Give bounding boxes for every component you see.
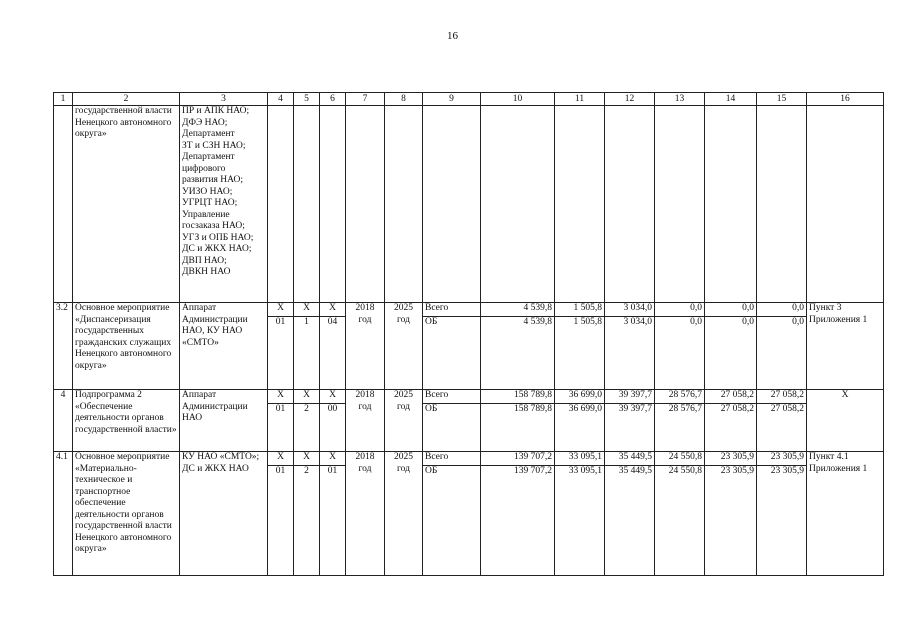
measure-name: государственной власти Ненецкого автономного округа» [73, 106, 180, 303]
value-total: 158 789,8 [481, 390, 555, 404]
table-row [54, 303, 884, 317]
value-2021: 27 058,2 [705, 404, 757, 452]
cell-c4: Х [268, 303, 294, 317]
header-cell: 10 [481, 93, 555, 106]
header-cell: 15 [757, 93, 807, 106]
table-row [54, 106, 884, 303]
header-cell: 13 [655, 93, 705, 106]
value-2020: 0,0 [655, 303, 705, 317]
reference: Пункт 4.1 Приложения 1 [807, 452, 884, 576]
program-table [53, 92, 884, 576]
executor-line: УИЗО НАО; [182, 186, 233, 197]
executor-line: УГЗ и ОПБ НАО; [182, 232, 254, 243]
value-2021: 23 305,9 [705, 466, 757, 576]
end-year: 2025 год [385, 390, 423, 452]
cell-c6: 01 [320, 466, 346, 576]
header-cell: 14 [705, 93, 757, 106]
value-2018: 1 505,8 [555, 303, 605, 317]
cell-c5: Х [294, 452, 320, 466]
value-2022: 27 058,2 [757, 390, 807, 404]
cell-c5: 2 [294, 466, 320, 576]
header-row [54, 93, 884, 106]
value-2020: 24 550,8 [655, 452, 705, 466]
cell-c5: 1 [294, 317, 320, 390]
value-2019: 35 449,5 [605, 466, 655, 576]
header-cell: 7 [346, 93, 385, 106]
value-total: 139 707,2 [481, 452, 555, 466]
executor-line: ДВП НАО; [182, 255, 227, 266]
value-2021: 0,0 [705, 303, 757, 317]
value-2022: 0,0 [757, 303, 807, 317]
header-cell: 5 [294, 93, 320, 106]
header-cell: 2 [73, 93, 180, 106]
value-2021: 23 305,9 [705, 452, 757, 466]
executors: КУ НАО «СМТО»; ДС и ЖКХ НАО [180, 452, 268, 576]
row-number: 4 [54, 390, 73, 452]
value-2018: 33 095,1 [555, 452, 605, 466]
executor-line: ДВКН НАО [182, 267, 231, 277]
value-2020: 28 576,7 [655, 390, 705, 404]
cell-c4: Х [268, 390, 294, 404]
value-2018: 36 699,0 [555, 404, 605, 452]
cell-c6: Х [320, 303, 346, 317]
header-cell: 6 [320, 93, 346, 106]
cell-c6: Х [320, 390, 346, 404]
measure-name: Основное мероприятие «Материально-техническое и транспортное обеспечение деятельности органов государственной власти Ненецкого автономного округа» [73, 452, 180, 576]
value-total: 4 539,8 [481, 317, 555, 390]
source-label: Всего [423, 452, 481, 466]
source-label: ОБ [423, 404, 481, 452]
value-2019: 3 034,0 [605, 303, 655, 317]
header-cell: 16 [807, 93, 884, 106]
cell-c5: Х [294, 303, 320, 317]
executor-line: госзаказа НАО; [182, 221, 245, 231]
cell-c4: 01 [268, 404, 294, 452]
source-label: ОБ [423, 317, 481, 390]
row-number [54, 106, 73, 303]
value-2018: 1 505,8 [555, 317, 605, 390]
header-cell: 11 [555, 93, 605, 106]
end-year: 2025 год [385, 452, 423, 576]
cell-c6: 04 [320, 317, 346, 390]
cell-c4: Х [268, 452, 294, 466]
value-2021: 0,0 [705, 317, 757, 390]
measure-name: Основное мероприятие «Диспансеризация государственных гражданских служащих Ненецкого автономного округа» [73, 303, 180, 390]
page-number: 16 [447, 30, 458, 42]
cell-c4: 01 [268, 466, 294, 576]
value-2020: 0,0 [655, 317, 705, 390]
value-2022: 27 058,2 [757, 404, 807, 452]
executor-line: развития НАО; [182, 175, 244, 185]
cell-c4: 01 [268, 317, 294, 390]
row-number: 4.1 [54, 452, 73, 576]
executor-line: Управление [182, 209, 230, 220]
reference: Х [807, 390, 884, 452]
source-label: Всего [423, 390, 481, 404]
start-year: 2018 год [346, 390, 385, 452]
header-cell: 8 [385, 93, 423, 106]
executor-line: ЗТ и СЗН НАО; [182, 140, 246, 151]
cell-c6: Х [320, 452, 346, 466]
header-cell: 9 [423, 93, 481, 106]
value-total: 139 707,2 [481, 466, 555, 576]
value-2020: 24 550,8 [655, 466, 705, 576]
reference: Пункт 3 Приложения 1 [807, 303, 884, 390]
value-2019: 3 034,0 [605, 317, 655, 390]
value-2022: 23 305,9 [757, 452, 807, 466]
executor-line: УГРЦТ НАО; [182, 198, 238, 208]
executors: Аппарат Администрации НАО, КУ НАО «СМТО» [180, 303, 268, 390]
value-2022: 0,0 [757, 317, 807, 390]
row-number: 3.2 [54, 303, 73, 390]
executors [180, 106, 268, 303]
value-2019: 39 397,7 [605, 404, 655, 452]
cell-c6: 00 [320, 404, 346, 452]
value-2019: 35 449,5 [605, 452, 655, 466]
value-2018: 36 699,0 [555, 390, 605, 404]
value-2021: 27 058,2 [705, 390, 757, 404]
header-cell: 4 [268, 93, 294, 106]
executor-line: Департамент [182, 129, 235, 139]
executors: Аппарат Администрации НАО [180, 390, 268, 452]
header-cell: 1 [54, 93, 73, 106]
measure-name: Подпрограмма 2 «Обеспечение деятельности органов государственной власти» [73, 390, 180, 452]
value-2019: 39 397,7 [605, 390, 655, 404]
value-2022: 23 305,9 [757, 466, 807, 576]
end-year: 2025 год [385, 303, 423, 390]
source-label: ОБ [423, 466, 481, 576]
executor-line: Департамент [182, 152, 235, 162]
table-row [54, 452, 884, 466]
executor-line: ДФЭ НАО; [182, 117, 228, 128]
value-total: 4 539,8 [481, 303, 555, 317]
header-cell: 12 [605, 93, 655, 106]
start-year: 2018 год [346, 452, 385, 576]
executor-line: ПР и АПК НАО; [182, 106, 250, 116]
cell-c5: Х [294, 390, 320, 404]
start-year: 2018 год [346, 303, 385, 390]
value-2018: 33 095,1 [555, 466, 605, 576]
source-label: Всего [423, 303, 481, 317]
value-total: 158 789,8 [481, 404, 555, 452]
cell-c5: 2 [294, 404, 320, 452]
executor-line: ДС и ЖКХ НАО; [182, 244, 252, 254]
table-row [54, 390, 884, 404]
value-2020: 28 576,7 [655, 404, 705, 452]
header-cell: 3 [180, 93, 268, 106]
executor-line: цифрового [182, 163, 226, 174]
